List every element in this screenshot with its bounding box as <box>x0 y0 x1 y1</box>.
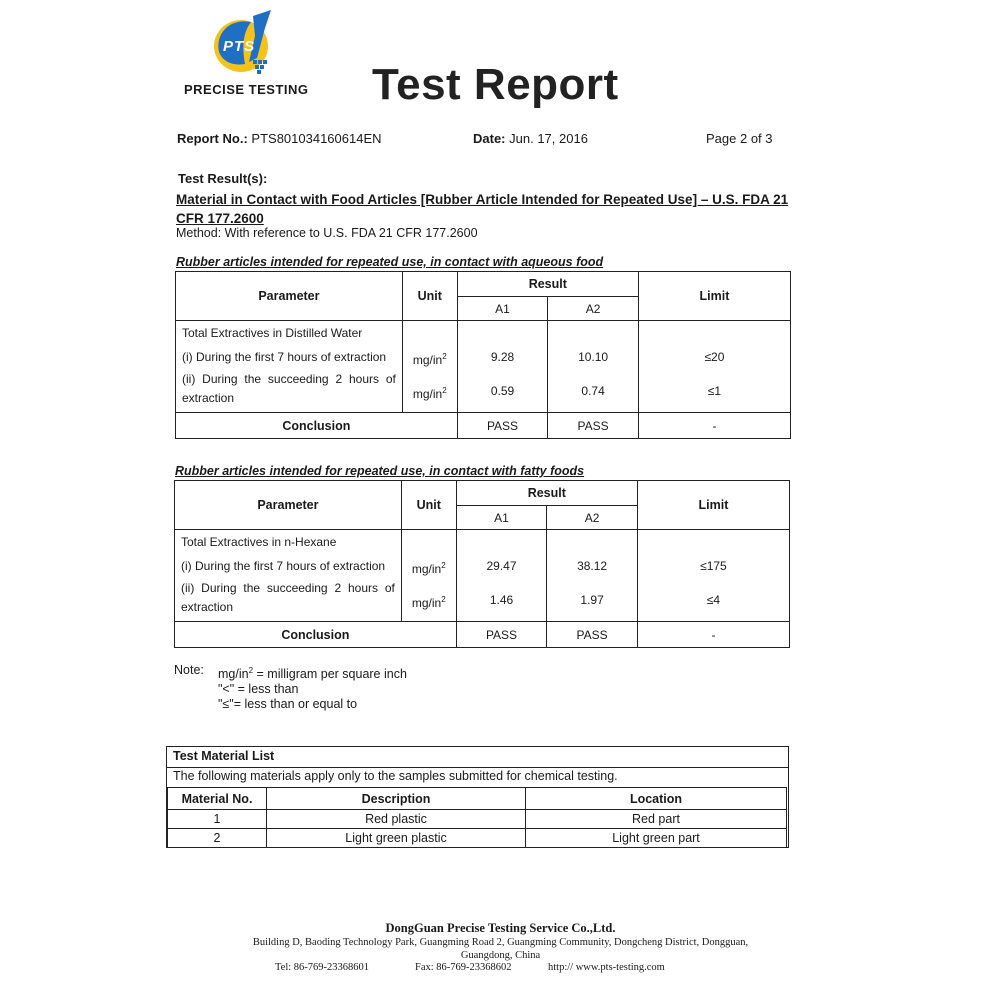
note-unit-desc: = milligram per square inch <box>253 667 407 682</box>
ml-header-no: Material No. <box>168 788 267 810</box>
logo-mark: PTS <box>223 38 256 55</box>
limit-cell <box>638 321 790 413</box>
ml-row1-desc: Red plastic <box>267 810 526 829</box>
material-list-box <box>166 746 789 848</box>
row2-unit: mg/in <box>411 596 442 610</box>
note-label: Note: <box>174 663 204 677</box>
pts-logo <box>205 6 285 78</box>
header-a2: A2 <box>548 297 639 321</box>
table-row <box>168 829 787 848</box>
date-value: Jun. 17, 2016 <box>509 131 588 146</box>
note-unit: mg/in <box>218 667 249 682</box>
row2-unit-sup: 2 <box>441 595 446 604</box>
report-number <box>177 131 382 146</box>
conclusion-limit: - <box>637 622 789 648</box>
header-parameter: Parameter <box>176 272 403 321</box>
conclusion-a1: PASS <box>457 413 548 439</box>
group-label: Total Extractives in n-Hexane <box>181 535 337 549</box>
conclusion-a2: PASS <box>548 413 639 439</box>
row2-a2: 1.97 <box>580 593 604 607</box>
ml-row1-loc: Red part <box>526 810 787 829</box>
note-line3: "≤"= less than or equal to <box>218 697 358 712</box>
note-unit-sup: 2 <box>248 666 254 675</box>
unit-cell <box>402 321 457 413</box>
header-result: Result <box>456 481 637 506</box>
parameter-cell <box>176 321 403 413</box>
results-heading: Test Result(s): <box>178 171 268 186</box>
row1-limit: ≤175 <box>700 559 727 573</box>
row2-unit-sup: 2 <box>442 386 447 395</box>
row1-a2: 38.12 <box>577 559 608 573</box>
footer-website-link[interactable]: http:// www.pts-testing.com <box>548 962 665 973</box>
row2-limit: ≤4 <box>706 593 721 607</box>
header-limit: Limit <box>638 272 790 321</box>
row2-limit: ≤1 <box>707 384 722 398</box>
fatty-results-table <box>174 480 790 648</box>
footer-address2: Guangdong, China <box>460 950 541 961</box>
ml-header-loc: Location <box>526 788 787 810</box>
ml-header-desc: Description <box>267 788 526 810</box>
header-result: Result <box>457 272 638 297</box>
footer-company: DongGuan Precise Testing Service Co.,Ltd. <box>385 921 616 935</box>
row2-a2: 0.74 <box>581 384 605 398</box>
a1-cell <box>456 530 547 622</box>
conclusion-a1: PASS <box>456 622 547 648</box>
report-no-value: PTS801034160614EN <box>251 131 382 146</box>
row1-param: (i) During the first 7 hours of extraction <box>181 559 386 573</box>
footer-address1: Building D, Baoding Technology Park, Guangming Road 2, Guangming Community, Dongcheng District, Dongguan, <box>252 937 749 948</box>
row2-param: (ii) During the succeeding 2 hours of extraction <box>181 581 395 614</box>
conclusion-label: Conclusion <box>175 622 457 648</box>
header-limit: Limit <box>637 481 789 530</box>
report-no-label: Report No.: <box>177 131 248 146</box>
header-unit: Unit <box>401 481 456 530</box>
a2-cell <box>547 530 638 622</box>
note-line1 <box>218 663 407 682</box>
ml-row2-loc: Light green part <box>526 829 787 848</box>
material-title: Material in Contact with Food Articles [Rubber Article Intended for Repeated Use] – U.S. FDA 21 CFR 177.2600 <box>176 192 789 226</box>
row1-limit: ≤20 <box>704 350 725 364</box>
conclusion-a2: PASS <box>547 622 638 648</box>
logo-text: PRECISE TESTING <box>184 82 309 97</box>
note-line2: "<" = less than <box>218 682 299 697</box>
conclusion-limit: - <box>638 413 790 439</box>
header-unit: Unit <box>402 272 457 321</box>
table1-section-title: Rubber articles intended for repeated use, in contact with aqueous food <box>176 255 604 269</box>
row1-a1: 9.28 <box>490 350 515 364</box>
header-a1: A1 <box>457 297 548 321</box>
a1-cell <box>457 321 548 413</box>
aqueous-results-table <box>175 271 791 439</box>
footer-tel: Tel: 86-769-23368601 <box>275 962 370 973</box>
ml-row1-no: 1 <box>168 810 267 829</box>
date-label: Date: <box>473 131 506 146</box>
note-block <box>174 663 407 712</box>
conclusion-label: Conclusion <box>176 413 458 439</box>
header-parameter: Parameter <box>175 481 402 530</box>
report-date <box>473 131 588 146</box>
row1-unit: mg/in <box>411 562 442 576</box>
row1-a1: 29.47 <box>486 559 517 573</box>
unit-cell <box>401 530 456 622</box>
material-list-table <box>167 787 787 848</box>
row2-a1: 0.59 <box>490 384 515 398</box>
ml-row2-no: 2 <box>168 829 267 848</box>
material-list-title: Test Material List <box>167 747 788 768</box>
parameter-cell <box>175 530 402 622</box>
row1-param: (i) During the first 7 hours of extraction <box>182 350 387 364</box>
a2-cell <box>548 321 639 413</box>
group-label: Total Extractives in Distilled Water <box>182 326 363 340</box>
table2-section-title: Rubber articles intended for repeated use, in contact with fatty foods <box>175 464 585 478</box>
row2-a1: 1.46 <box>489 593 514 607</box>
row1-unit: mg/in <box>412 353 443 367</box>
header-a2: A2 <box>547 506 638 530</box>
row1-a2: 10.10 <box>578 350 609 364</box>
ml-row2-desc: Light green plastic <box>267 829 526 848</box>
table-row <box>168 810 787 829</box>
page-number: Page 2 of 3 <box>706 131 773 146</box>
row1-unit-sup: 2 <box>442 352 447 361</box>
row2-param: (ii) During the succeeding 2 hours of extraction <box>182 372 396 405</box>
row1-unit-sup: 2 <box>441 561 446 570</box>
limit-cell <box>637 530 789 622</box>
method-text: Method: With reference to U.S. FDA 21 CFR 177.2600 <box>176 226 478 240</box>
header-a1: A1 <box>456 506 547 530</box>
footer-fax: Fax: 86-769-23368602 <box>415 962 512 973</box>
report-title: Test Report <box>372 60 619 109</box>
material-list-subtitle: The following materials apply only to the samples submitted for chemical testing. <box>173 769 618 783</box>
row2-unit: mg/in <box>412 387 443 401</box>
